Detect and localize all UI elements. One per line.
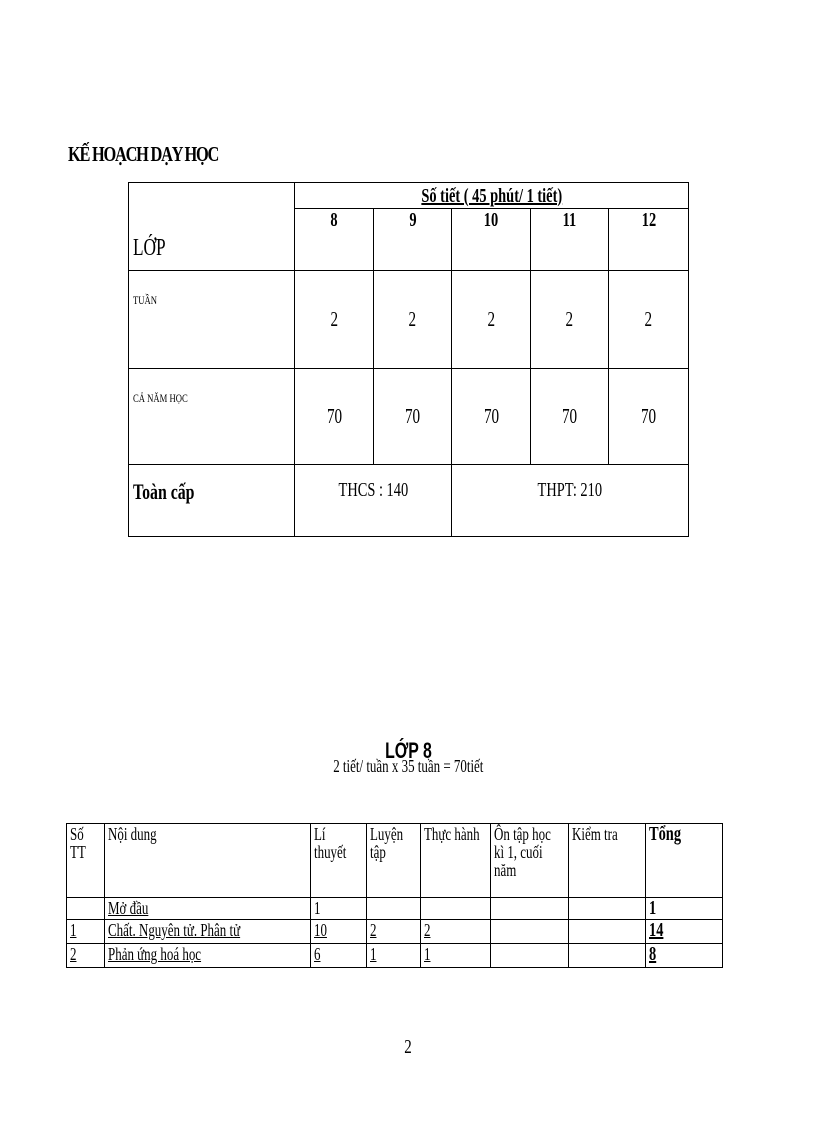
grade-cell: [295, 209, 374, 271]
cell-lab: 2: [421, 920, 491, 944]
header-content: Nội dung: [108, 824, 157, 844]
grade-label: 10: [483, 209, 499, 231]
cell-test: [569, 944, 646, 968]
header-cell: [105, 824, 311, 898]
value-cell: [452, 369, 531, 465]
cell-practice: 2: [367, 920, 421, 944]
header-lab: Thực hành: [424, 824, 480, 844]
row-label-cell: [129, 369, 295, 465]
thcs-total: THCS : 140: [338, 479, 408, 501]
cell-lab: [421, 898, 491, 920]
cell-total: 1: [646, 898, 723, 920]
grade-label: 11: [562, 209, 577, 231]
value: 2: [408, 307, 417, 331]
cell-review: [491, 944, 569, 968]
cell-content: Phản ứng hoá học: [105, 944, 311, 968]
value-cell: [374, 271, 452, 369]
periods-header-cell: [295, 183, 689, 209]
grade-cell: [531, 209, 609, 271]
value-cell: [295, 369, 374, 465]
header-test: Kiểm tra: [572, 824, 618, 844]
lop8-subtitle: 2 tiết/ tuần x 35 tuần = 70tiết: [332, 756, 484, 776]
cell-practice: 1: [367, 944, 421, 968]
cell-content: Mở đầu: [105, 898, 311, 920]
cell-test: [569, 920, 646, 944]
thpt-total-cell: [452, 465, 689, 537]
header-theory: Lí thuyết: [314, 824, 347, 862]
value-cell: [609, 369, 689, 465]
cell-stt: 2: [67, 944, 105, 968]
cell-content: Chất. Nguyên tử. Phân tử: [105, 920, 311, 944]
cell-practice: [367, 898, 421, 920]
cell-review: [491, 920, 569, 944]
value-cell: [295, 271, 374, 369]
value-cell: [531, 369, 609, 465]
class-label: LỚP: [133, 235, 166, 261]
cell-theory: 1: [311, 898, 367, 920]
grade-cell: [609, 209, 689, 271]
grade-label: 12: [641, 209, 656, 231]
value: 70: [483, 404, 499, 428]
table-row: [129, 369, 689, 465]
periods-header: Số tiết ( 45 phút/ 1 tiết): [421, 185, 562, 207]
total-label-cell: [129, 465, 295, 537]
lop8-curriculum-table: [66, 823, 723, 968]
grade-label: 9: [408, 209, 417, 231]
header-cell: [569, 824, 646, 898]
table-row: [67, 898, 723, 920]
table-header-row: [67, 824, 723, 898]
value: 2: [644, 307, 653, 331]
value-cell: [452, 271, 531, 369]
table-row: [67, 920, 723, 944]
lop8-title: LỚP 8: [384, 738, 432, 763]
cell-theory: 10: [311, 920, 367, 944]
cell-review: [491, 898, 569, 920]
thcs-total-cell: [295, 465, 452, 537]
value-cell: [609, 271, 689, 369]
value: 70: [640, 404, 657, 428]
cell-total: 8: [646, 944, 723, 968]
value: 70: [326, 404, 342, 428]
header-practice: Luyện tập: [370, 824, 404, 862]
total-label: Toàn cấp: [133, 479, 195, 504]
value: 70: [561, 404, 578, 428]
value-cell: [531, 271, 609, 369]
cell-lab: 1: [421, 944, 491, 968]
row-label-cell: [129, 271, 295, 369]
total-row: [129, 465, 689, 537]
header-cell: [646, 824, 723, 898]
row-label: TUẦN: [133, 293, 157, 307]
header-stt: Số TT: [70, 824, 86, 862]
header-review: Ôn tập học kì 1, cuối năm: [494, 824, 551, 880]
row-label: CẢ NĂM HỌC: [133, 391, 188, 405]
cell-total: 14: [646, 920, 723, 944]
cell-stt: 1: [67, 920, 105, 944]
cell-stt: [67, 898, 105, 920]
value-cell: [374, 369, 452, 465]
document-title: KẾ HOẠCH DẠY HỌC: [68, 142, 219, 166]
table-row: [67, 944, 723, 968]
header-cell: [367, 824, 421, 898]
thpt-total: THPT: 210: [537, 479, 603, 501]
value: 2: [565, 307, 574, 331]
header-cell: [67, 824, 105, 898]
header-total: Tổng: [649, 823, 682, 845]
table-row: [129, 271, 689, 369]
page-number: 2: [404, 1036, 412, 1058]
class-label-cell: [129, 183, 295, 271]
value: 2: [330, 307, 338, 331]
grade-label: 8: [330, 209, 338, 231]
value: 2: [487, 307, 495, 331]
header-cell: [421, 824, 491, 898]
header-cell: [311, 824, 367, 898]
header-cell: [491, 824, 569, 898]
value: 70: [404, 404, 421, 428]
cell-test: [569, 898, 646, 920]
teaching-plan-table: [128, 182, 689, 537]
grade-cell: [374, 209, 452, 271]
grade-cell: [452, 209, 531, 271]
cell-theory: 6: [311, 944, 367, 968]
